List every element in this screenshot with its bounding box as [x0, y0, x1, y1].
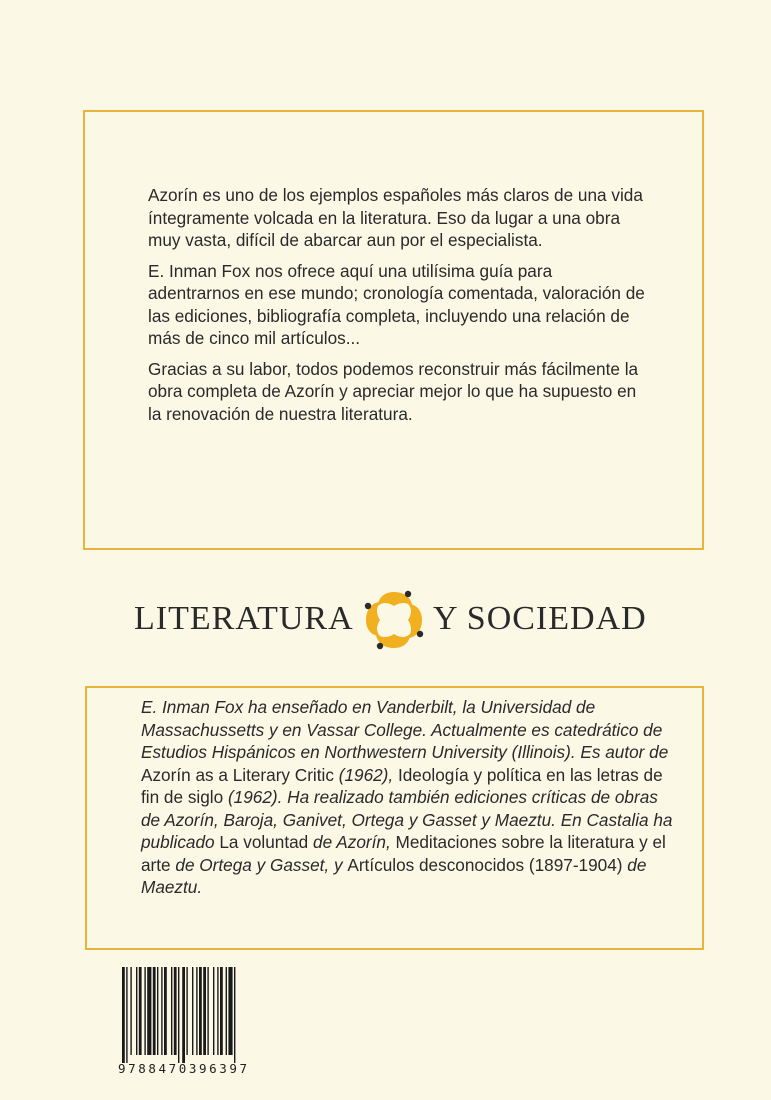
bio-text-5: de Ortega y Gasset, y	[170, 854, 348, 875]
description-paragraph-2: E. Inman Fox nos ofrece aquí una utilísima guía para adentrarnos en ese mundo; cronología comentada, valoración de las ediciones, bibliografía completa, incluyendo una relación de más de cinco mil artículos...	[148, 260, 645, 348]
barcode-bar	[226, 967, 227, 1055]
series-banner	[0, 592, 771, 662]
barcode-bar	[178, 967, 179, 1063]
description-paragraph-1: Azorín es uno de los ejemplos españoles más claros de una vida íntegramente volcada en la literatura. Eso da lugar a una obra muy vasta, difícil de abarcar aun por el especialista.	[148, 185, 643, 250]
bio-title-4: Meditaciones sobre la literatura y el arte	[141, 832, 666, 875]
bio-text-2: (1962),	[333, 764, 398, 785]
bio-title-2: Ideología y política en las letras de fin de siglo	[141, 764, 663, 807]
barcode-bar	[157, 967, 158, 1055]
bio-text-4: de Azorín,	[308, 832, 396, 852]
description-text	[148, 184, 648, 433]
barcode-bar	[217, 967, 218, 1055]
barcode-bar	[130, 967, 131, 1055]
barcode-bar	[199, 967, 202, 1055]
barcode-bar	[203, 967, 206, 1055]
description-paragraph-3: Gracias a su labor, todos podemos reconstruir más fácilmente la obra completa de Azorín y apreciar mejor lo que ha supuesto en la renovación de nuestra literatura.	[148, 358, 639, 424]
barcode-bar	[220, 967, 223, 1055]
author-bio-frame	[85, 686, 704, 950]
barcode-bar	[196, 967, 197, 1055]
barcode-bar	[139, 967, 142, 1055]
barcode	[118, 967, 303, 1082]
barcode-bar	[153, 967, 156, 1055]
series-logo-icon	[358, 584, 430, 656]
barcode-bar	[147, 967, 151, 1055]
barcode-bar	[164, 967, 167, 1055]
description-frame	[83, 110, 704, 550]
barcode-bar	[136, 967, 137, 1055]
barcode-bar	[207, 967, 208, 1055]
barcode-bar	[228, 967, 232, 1055]
barcode-bar	[182, 967, 185, 1063]
barcode-bar	[174, 967, 177, 1055]
barcode-bar	[192, 967, 193, 1055]
bio-title-3: La voluntad	[219, 832, 309, 852]
barcode-bar	[213, 967, 214, 1055]
barcode-bar	[122, 967, 125, 1063]
barcode-bar	[234, 967, 235, 1063]
barcode-bar	[171, 967, 172, 1055]
series-title-right: Y SOCIEDAD	[433, 600, 647, 637]
bio-text-6: de Maeztu.	[141, 854, 647, 897]
barcode-bar	[186, 967, 187, 1055]
series-title-left: LITERATURA	[134, 600, 354, 637]
barcode-bars	[118, 967, 303, 1063]
barcode-bar	[144, 967, 145, 1055]
bio-text-1: E. Inman Fox ha enseñado en Vanderbilt, la Universidad de Massachussetts y en Vassar College. Actualmente es catedrático de Estudios Hispánicos en Northwestern University (Illinois). Es autor de	[141, 697, 669, 762]
barcode-number: 9788470396397	[118, 1061, 250, 1076]
author-bio-text	[141, 696, 681, 899]
bio-text-3: (1962). Ha realizado también ediciones críticas de obras de Azorín, Baroja, Ganivet, Ortega y Gasset y Maeztu. En Castalia ha publicado	[141, 787, 673, 852]
bio-title-1: Azorín as a Literary Critic	[141, 764, 334, 785]
barcode-bar	[161, 967, 162, 1055]
bio-title-5: Artículos desconocidos (1897-1904)	[347, 854, 623, 875]
barcode-bar	[126, 967, 127, 1063]
